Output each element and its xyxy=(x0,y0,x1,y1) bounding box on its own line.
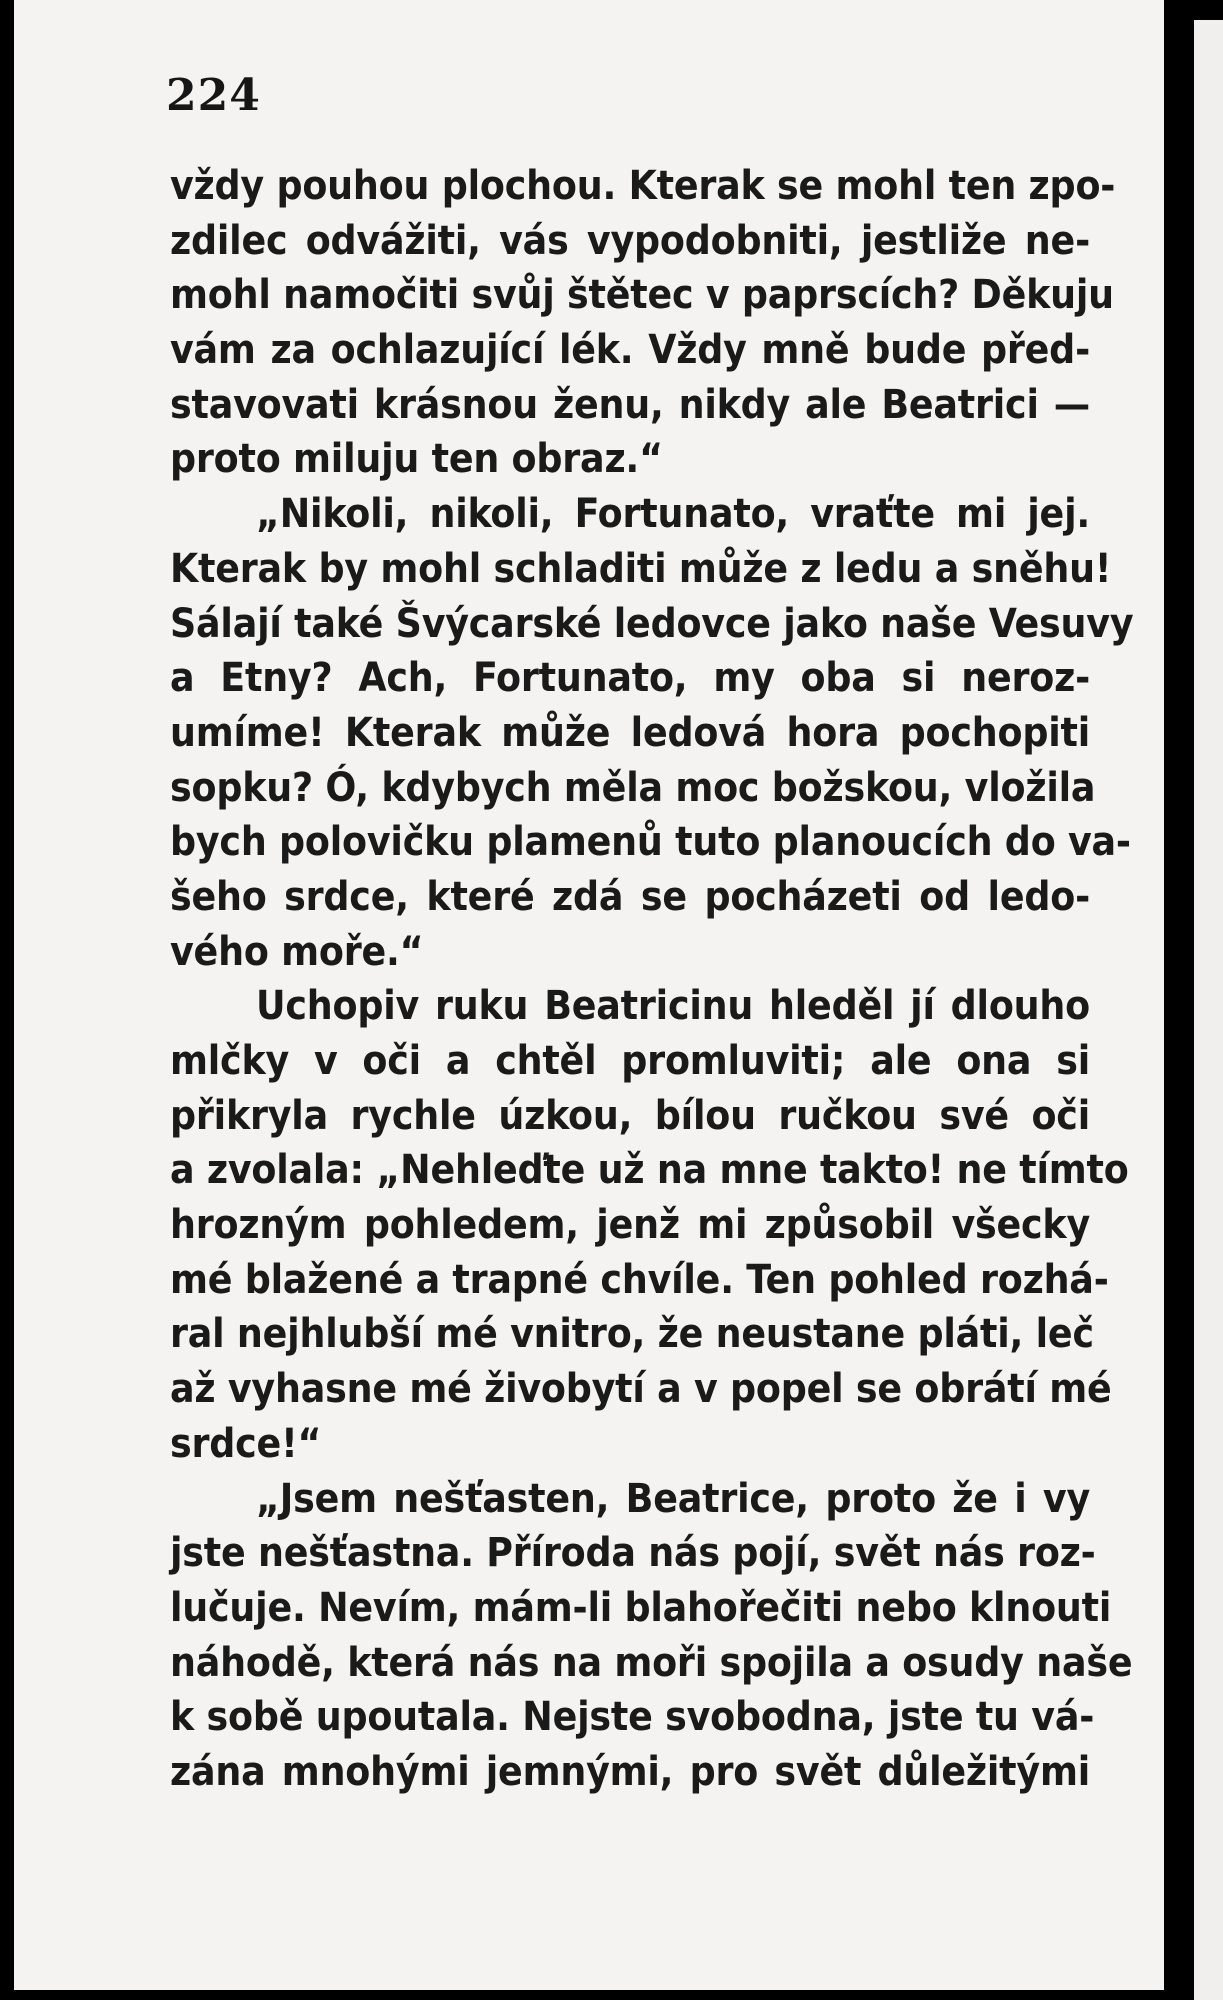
text-line: vám za ochlazující lék. Vždy mně bude před- xyxy=(170,325,1090,374)
text-line: jste nešťastna. Příroda nás pojí, svět nás roz- xyxy=(170,1528,1096,1577)
page-gutter xyxy=(1164,0,1194,2000)
text-line: srdce!“ xyxy=(170,1418,322,1467)
text-line: až vyhasne mé živobytí a v popel se obrátí mé xyxy=(170,1364,1112,1413)
text-line: mlčky v oči a chtěl promluviti; ale ona si xyxy=(170,1036,1090,1084)
text-line: Kterak by mohl schladiti může z ledu a sněhu! xyxy=(170,543,1112,592)
text-line: proto miluju ten obraz.“ xyxy=(170,434,663,483)
text-line: náhodě, která nás na moři spojila a osudy naše xyxy=(170,1637,1133,1686)
body-text xyxy=(170,158,1134,1799)
text-line: a Etny? Ach, Fortunato, my oba si neroz- xyxy=(170,653,1090,702)
paragraph-start-line: „Jsem nešťasten, Beatrice, proto že i vy xyxy=(256,1473,1090,1522)
facing-page-edge xyxy=(1194,20,1223,2000)
text-line: zdilec odvážiti, vás vypodobniti, jestliže ne- xyxy=(170,215,1090,264)
text-line: stavovati krásnou ženu, nikdy ale Beatrici — xyxy=(170,379,1090,428)
text-line: přikryla rychle úzkou, bílou ručkou své oči xyxy=(170,1090,1090,1139)
text-line: hrozným pohledem, jenž mi způsobil všecky xyxy=(170,1200,1090,1249)
paragraph-start-line: Uchopiv ruku Beatricinu hleděl jí dlouho xyxy=(256,981,1090,1030)
text-line: zána mnohými jemnými, pro svět důležitými xyxy=(170,1746,1090,1795)
paragraph-start-line: „Nikoli, nikoli, Fortunato, vraťte mi jej. xyxy=(256,489,1090,538)
text-line: vždy pouhou plochou. Kterak se mohl ten zpo- xyxy=(170,161,1116,209)
text-line: mohl namočiti svůj štětec v paprscích? Děkuju xyxy=(170,270,1114,319)
page-number: 224 xyxy=(166,70,261,121)
text-line: bych polovičku plamenů tuto planoucích do va- xyxy=(170,817,1131,866)
text-line: k sobě upoutala. Nejste svobodna, jste tu vá- xyxy=(170,1692,1095,1741)
text-line: lučuje. Nevím, mám-li blahořečiti nebo klnouti xyxy=(170,1582,1112,1631)
text-line: mé blažené a trapné chvíle. Ten pohled rozhá- xyxy=(170,1254,1109,1303)
text-line: a zvolala: „Nehleďte už na mne takto! ne tímto xyxy=(170,1145,1129,1194)
text-line: vého moře.“ xyxy=(170,926,424,975)
text-line: ral nejhlubší mé vnitro, že neustane pláti, leč xyxy=(170,1309,1094,1358)
text-line: umíme! Kterak může ledová hora pochopiti xyxy=(170,707,1090,756)
text-line: sopku? Ó, kdybych měla moc božskou, vložila xyxy=(170,762,1096,811)
text-line: šeho srdce, které zdá se pocházeti od ledo- xyxy=(170,871,1090,920)
text-line: Sálají také Švýcarské ledovce jako naše Vesuvy xyxy=(170,598,1134,647)
